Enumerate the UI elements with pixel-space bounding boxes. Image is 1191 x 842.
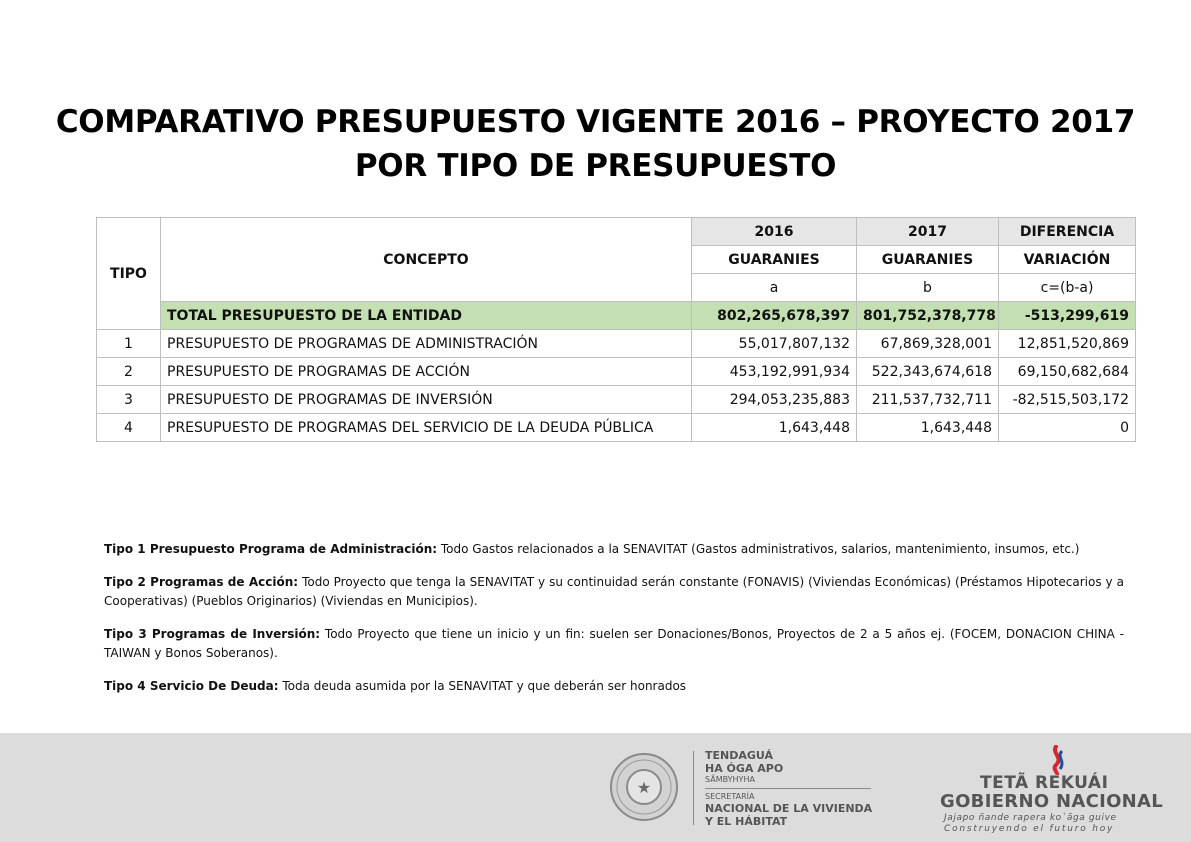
- gobierno-line-2: GOBIERNO NACIONAL: [940, 791, 1164, 812]
- row-2016: 294,053,235,883: [692, 386, 857, 414]
- note-text: Todo Proyecto que tenga la SENAVITAT y su continuidad serán constante (FONAVIS) (Viviendas Económicas) (Préstamos Hipotecarios y a Cooperativas) (Pueblos Originarios) (Viviendas en Municipios).: [104, 575, 1124, 608]
- row-concepto: PRESUPUESTO DE PROGRAMAS DE ACCIÓN: [161, 358, 692, 386]
- table-row: [97, 414, 1136, 442]
- footer-band: [0, 733, 1191, 842]
- row-2017: 1,643,448: [857, 414, 999, 442]
- row-diff: 0: [999, 414, 1136, 442]
- seal-center: [626, 769, 662, 805]
- national-seal-logo: [610, 753, 678, 821]
- note-text: Todo Gastos relacionados a la SENAVITAT (Gastos administrativos, salarios, mantenimiento, insumos, etc.): [437, 542, 1080, 556]
- row-concepto: PRESUPUESTO DE PROGRAMAS DE INVERSIÓN: [161, 386, 692, 414]
- row-2017: 211,537,732,711: [857, 386, 999, 414]
- row-diff: 69,150,682,684: [999, 358, 1136, 386]
- title-line-1: COMPARATIVO PRESUPUESTO VIGENTE 2016 – PROYECTO 2017: [55, 104, 1136, 140]
- concepto-header: CONCEPTO: [161, 218, 692, 302]
- tipo-header: TIPO: [97, 218, 161, 330]
- note-tipo-3: [104, 625, 1124, 663]
- row-2016: 55,017,807,132: [692, 330, 857, 358]
- agency-line-1: TENDAGUÁ: [705, 749, 774, 762]
- table-row: [97, 386, 1136, 414]
- note-label: Tipo 2 Programas de Acción:: [104, 575, 299, 589]
- note-tipo-1: [104, 540, 1124, 559]
- year-header-2016: 2016: [692, 218, 857, 246]
- row-tipo: 3: [97, 386, 161, 414]
- agency-line-6: Y EL HÁBITAT: [705, 815, 788, 828]
- total-2017: 801,752,378,778: [857, 302, 999, 330]
- row-diff: -82,515,503,172: [999, 386, 1136, 414]
- table-row: [97, 358, 1136, 386]
- letter-header-a: a: [692, 274, 857, 302]
- row-2017: 67,869,328,001: [857, 330, 999, 358]
- row-concepto: PRESUPUESTO DE PROGRAMAS DE ADMINISTRACIÓN: [161, 330, 692, 358]
- letter-header-c: c=(b-a): [999, 274, 1136, 302]
- flag-swoosh-icon: [1048, 745, 1066, 775]
- total-concepto: TOTAL PRESUPUESTO DE LA ENTIDAD: [161, 302, 692, 330]
- row-diff: 12,851,520,869: [999, 330, 1136, 358]
- agency-rule: [705, 788, 871, 789]
- table-row: [97, 330, 1136, 358]
- agency-line-4: SECRETARÍA: [705, 792, 755, 801]
- row-tipo: 1: [97, 330, 161, 358]
- row-tipo: 2: [97, 358, 161, 386]
- agency-line-2: HA ÓGA APO: [705, 762, 784, 775]
- budget-comparison-table: [96, 217, 1136, 442]
- total-row: [97, 302, 1136, 330]
- row-tipo: 4: [97, 414, 161, 442]
- gobierno-line-4: Construyendo el futuro hoy: [944, 824, 1115, 834]
- footer-divider: [693, 751, 694, 825]
- row-concepto: PRESUPUESTO DE PROGRAMAS DEL SERVICIO DE LA DEUDA PÚBLICA: [161, 414, 692, 442]
- unit-header-2017: GUARANIES: [857, 246, 999, 274]
- gobierno-line-1: TETÃ REKUÁI: [980, 773, 1109, 793]
- header-row-years: [97, 218, 1136, 246]
- page-title: [0, 100, 1191, 188]
- letter-header-b: b: [857, 274, 999, 302]
- notes-section: [104, 540, 1124, 710]
- unit-header-diff: VARIACIÓN: [999, 246, 1136, 274]
- agency-line-5: NACIONAL DE LA VIVIENDA: [705, 802, 873, 815]
- note-tipo-4: [104, 677, 1124, 696]
- total-diff: -513,299,619: [999, 302, 1136, 330]
- note-label: Tipo 3 Programas de Inversión:: [104, 627, 321, 641]
- row-2016: 453,192,991,934: [692, 358, 857, 386]
- note-tipo-2: [104, 573, 1124, 611]
- year-header-2017: 2017: [857, 218, 999, 246]
- diff-header: DIFERENCIA: [999, 218, 1136, 246]
- title-line-2: POR TIPO DE PRESUPUESTO: [354, 148, 837, 184]
- total-2016: 802,265,678,397: [692, 302, 857, 330]
- row-2017: 522,343,674,618: [857, 358, 999, 386]
- note-text: Toda deuda asumida por la SENAVITAT y que deberán ser honrados: [278, 679, 687, 693]
- agency-logo: [705, 749, 875, 828]
- star-icon: ★: [636, 780, 652, 797]
- row-2016: 1,643,448: [692, 414, 857, 442]
- note-label: Tipo 1 Presupuesto Programa de Administración:: [104, 542, 438, 556]
- note-text: Todo Proyecto que tiene un inicio y un fin: suelen ser Donaciones/Bonos, Proyectos de 2 a 5 años ej. (FOCEM, DONACION CHINA - TAIWAN y Bonos Soberanos).: [104, 627, 1124, 660]
- unit-header-2016: GUARANIES: [692, 246, 857, 274]
- note-label: Tipo 4 Servicio De Deuda:: [104, 679, 279, 693]
- agency-line-3: SÃMBYHYHA: [705, 775, 755, 784]
- gobierno-line-3: Jajapo ñande rapera ko`ãga guive: [944, 813, 1117, 823]
